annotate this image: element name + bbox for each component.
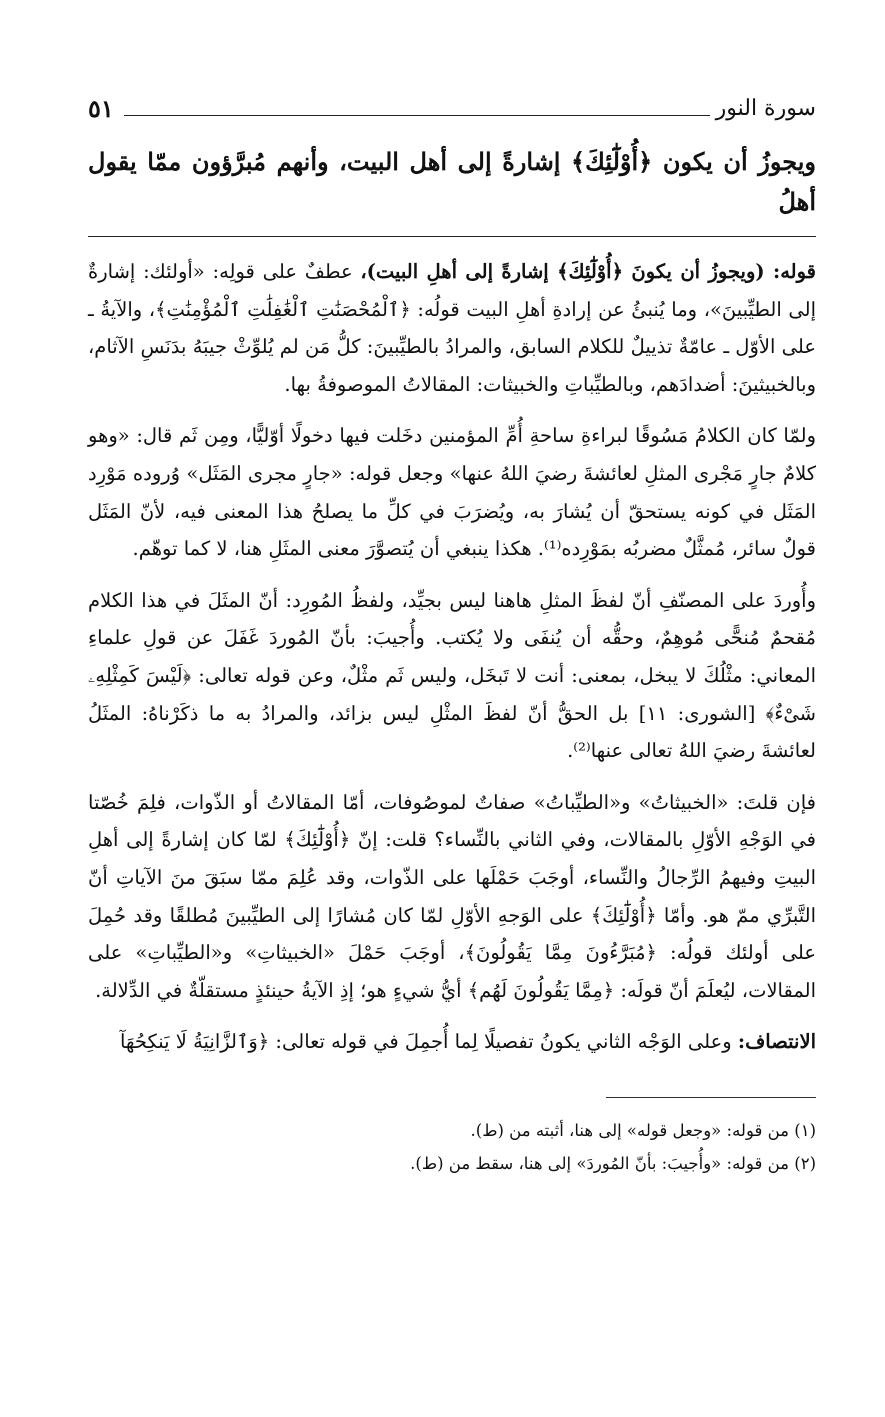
- header-rule: [124, 115, 710, 116]
- commentary-paragraph: [88, 784, 816, 1010]
- main-text: ويجوزُ أن يكون ﴿أُوْلَٰٓئِكَ﴾ إشارةً إلى أهل البيت، وأنهم مُبرَّؤون ممّا يقول أهلُ: [88, 147, 816, 216]
- paragraph-text: عطفٌ على قولِه: «أولئك: إشارةٌ إلى الطيِّبينَ»، وما يُنبئُ عن إرادةِ أهلِ البيت قولُه: ﴿ٱلْمُحْصَنَٰتِ ٱلْغَٰفِلَٰتِ ٱلْمُؤْمِنَٰتِ﴾، والآيةُ ـ على الأوّل ـ عامّةٌ تذييلٌ للكلام السابق، والمرادُ بالطيِّبينَ: كلُّ مَن لم يُلوِّثْ جيبَهُ بدَنَسِ الآثام، وبالخبيثينَ: أضدادَهم، وبالطيِّباتِ والخبيثات: المقالاتُ الموصوفةُ بها.: [88, 260, 816, 396]
- page-number: ٥١: [88, 94, 114, 123]
- paragraph-text: ولمّا كان الكلامُ مَسُوقًا لبراءةِ ساحةِ أُمِّ المؤمنين دخَلت فيها دخولًا أوّليًّا، ومِن ثَم قال: «وهو كلامٌ جارٍ مَجْرى المثلِ لعائشةَ رضيَ اللهُ عنها» وجعل قوله: «جارٍ مجرى المَثَل» وُروده مَوْرِد المَثَل في كونه يستحقّ أن يُشارَ به، ويُضرَبَ في كلِّ ما يصلحُ هذا المعنى فيه، لأنّ المَثَل قولٌ سائر، مُمثَّلٌ مضربُه بمَوْرِده⁽¹⁾. هكذا ينبغي أن يُتصوَّرَ معنى المثَلِ هنا، لا كما توهّم.: [88, 424, 816, 561]
- surah-title: سورة النور: [715, 96, 816, 121]
- paragraph-text: وأُوردَ على المصنّفِ أنّ لفظَ المثلِ هاهنا ليس بجيِّد، ولفظُ المُورِد: أنّ المثَلَ في هذا الكلام مُقحمٌ مُنحًّى مُوهِمٌ، وحقُّه أن يُنفَى ولا يُكتب. وأُجيبَ: بأنّ المُوردَ غَفَلَ عن قولِ علماءِ المعاني: مثْلُكَ لا يبخل، بمعنى: أنت لا تَبخَل، وليس ثَم مثْلٌ، وعن قوله تعالى: ﴿لَيْسَ كَمِثْلِهِۦ شَىْءٌ﴾ [الشورى: ١١] بل الحقُّ أنّ لفظَ المثْلِ ليس بزائد، والمرادُ به ما ذكَرْناهُ: المثَلُ لعائشةَ رضيَ اللهُ تعالى عنها⁽²⁾.: [88, 588, 817, 763]
- commentary-paragraph: [88, 417, 816, 567]
- footnotes: [88, 1114, 816, 1180]
- paragraph-text: وعلى الوَجْه الثاني يكونُ تفصيلًا لِما أُجمِلَ في قوله تعالى: ﴿وَٱلزَّانِيَةُ لَا يَنكِحُهَآ: [119, 1030, 738, 1054]
- commentary-paragraph: [88, 582, 816, 770]
- commentary-paragraph: [88, 253, 816, 403]
- paragraph-lead: الانتصاف:: [737, 1030, 816, 1054]
- footnote: (١) من قوله: «وجعل قوله» إلى هنا، أثبته من (ط).: [470, 1120, 816, 1140]
- paragraph-text: فإن قلتَ: «الخبيثاتُ» و«الطيِّباتُ» صفاتٌ لموصُوفات، أمّا المقالاتُ أو الذّوات، فلِمَ خُصّتا في الوَجْهِ الأوّلِ بالمقالات، وفي الثاني بالنِّساء؟ قلت: إنّ ﴿أُوْلَٰٓئِكَ﴾ لمّا كان إشارةً إلى أهلِ البيتِ وفيهمُ الرِّجالُ والنِّساء، أوجَبَ حَمْلَها على الذّوات، وقد عُلِمَ ممّا سبَقَ منَ الآياتِ أنّ التَّبرِّي ممّ هو. وأمّا ﴿أُوْلَٰٓئِكَ﴾ على الوَجهِ الأوّلِ لمّا كان مُشارًا إلى الطيِّبينَ مُطلقًا وقد حُمِلَ على أولئك قولُه: ﴿مُبَرَّءُونَ مِمَّا يَقُولُونَ﴾، أوجَبَ حَمْلَ «الخبيثاتِ» و«الطيِّباتِ» على المقالات، ليُعلَمَ أنّ قولَه: ﴿مِمَّا يَقُولُونَ لَهُم﴾ أيُّ شيءٍ هو؛ إذِ الآيةُ حينئذٍ مستقلّةٌ في الدِّلالة.: [88, 790, 816, 1002]
- running-head: [88, 86, 816, 122]
- commentary-paragraph: [88, 1023, 816, 1061]
- commentary: [88, 253, 816, 1061]
- page: [88, 86, 816, 1180]
- footnote: (٢) من قوله: «وأُجيبَ: بأنّ المُوردَ» إلى هنا، سقط من (ط).: [410, 1153, 816, 1173]
- main-text-divider: [88, 236, 816, 237]
- footnote-rule: [606, 1097, 816, 1098]
- paragraph-lead: قوله: (ويجوزُ أن يكونَ ﴿أُوْلَٰٓئِكَ﴾ إشارةً إلى أهلِ البيت)،: [360, 260, 816, 283]
